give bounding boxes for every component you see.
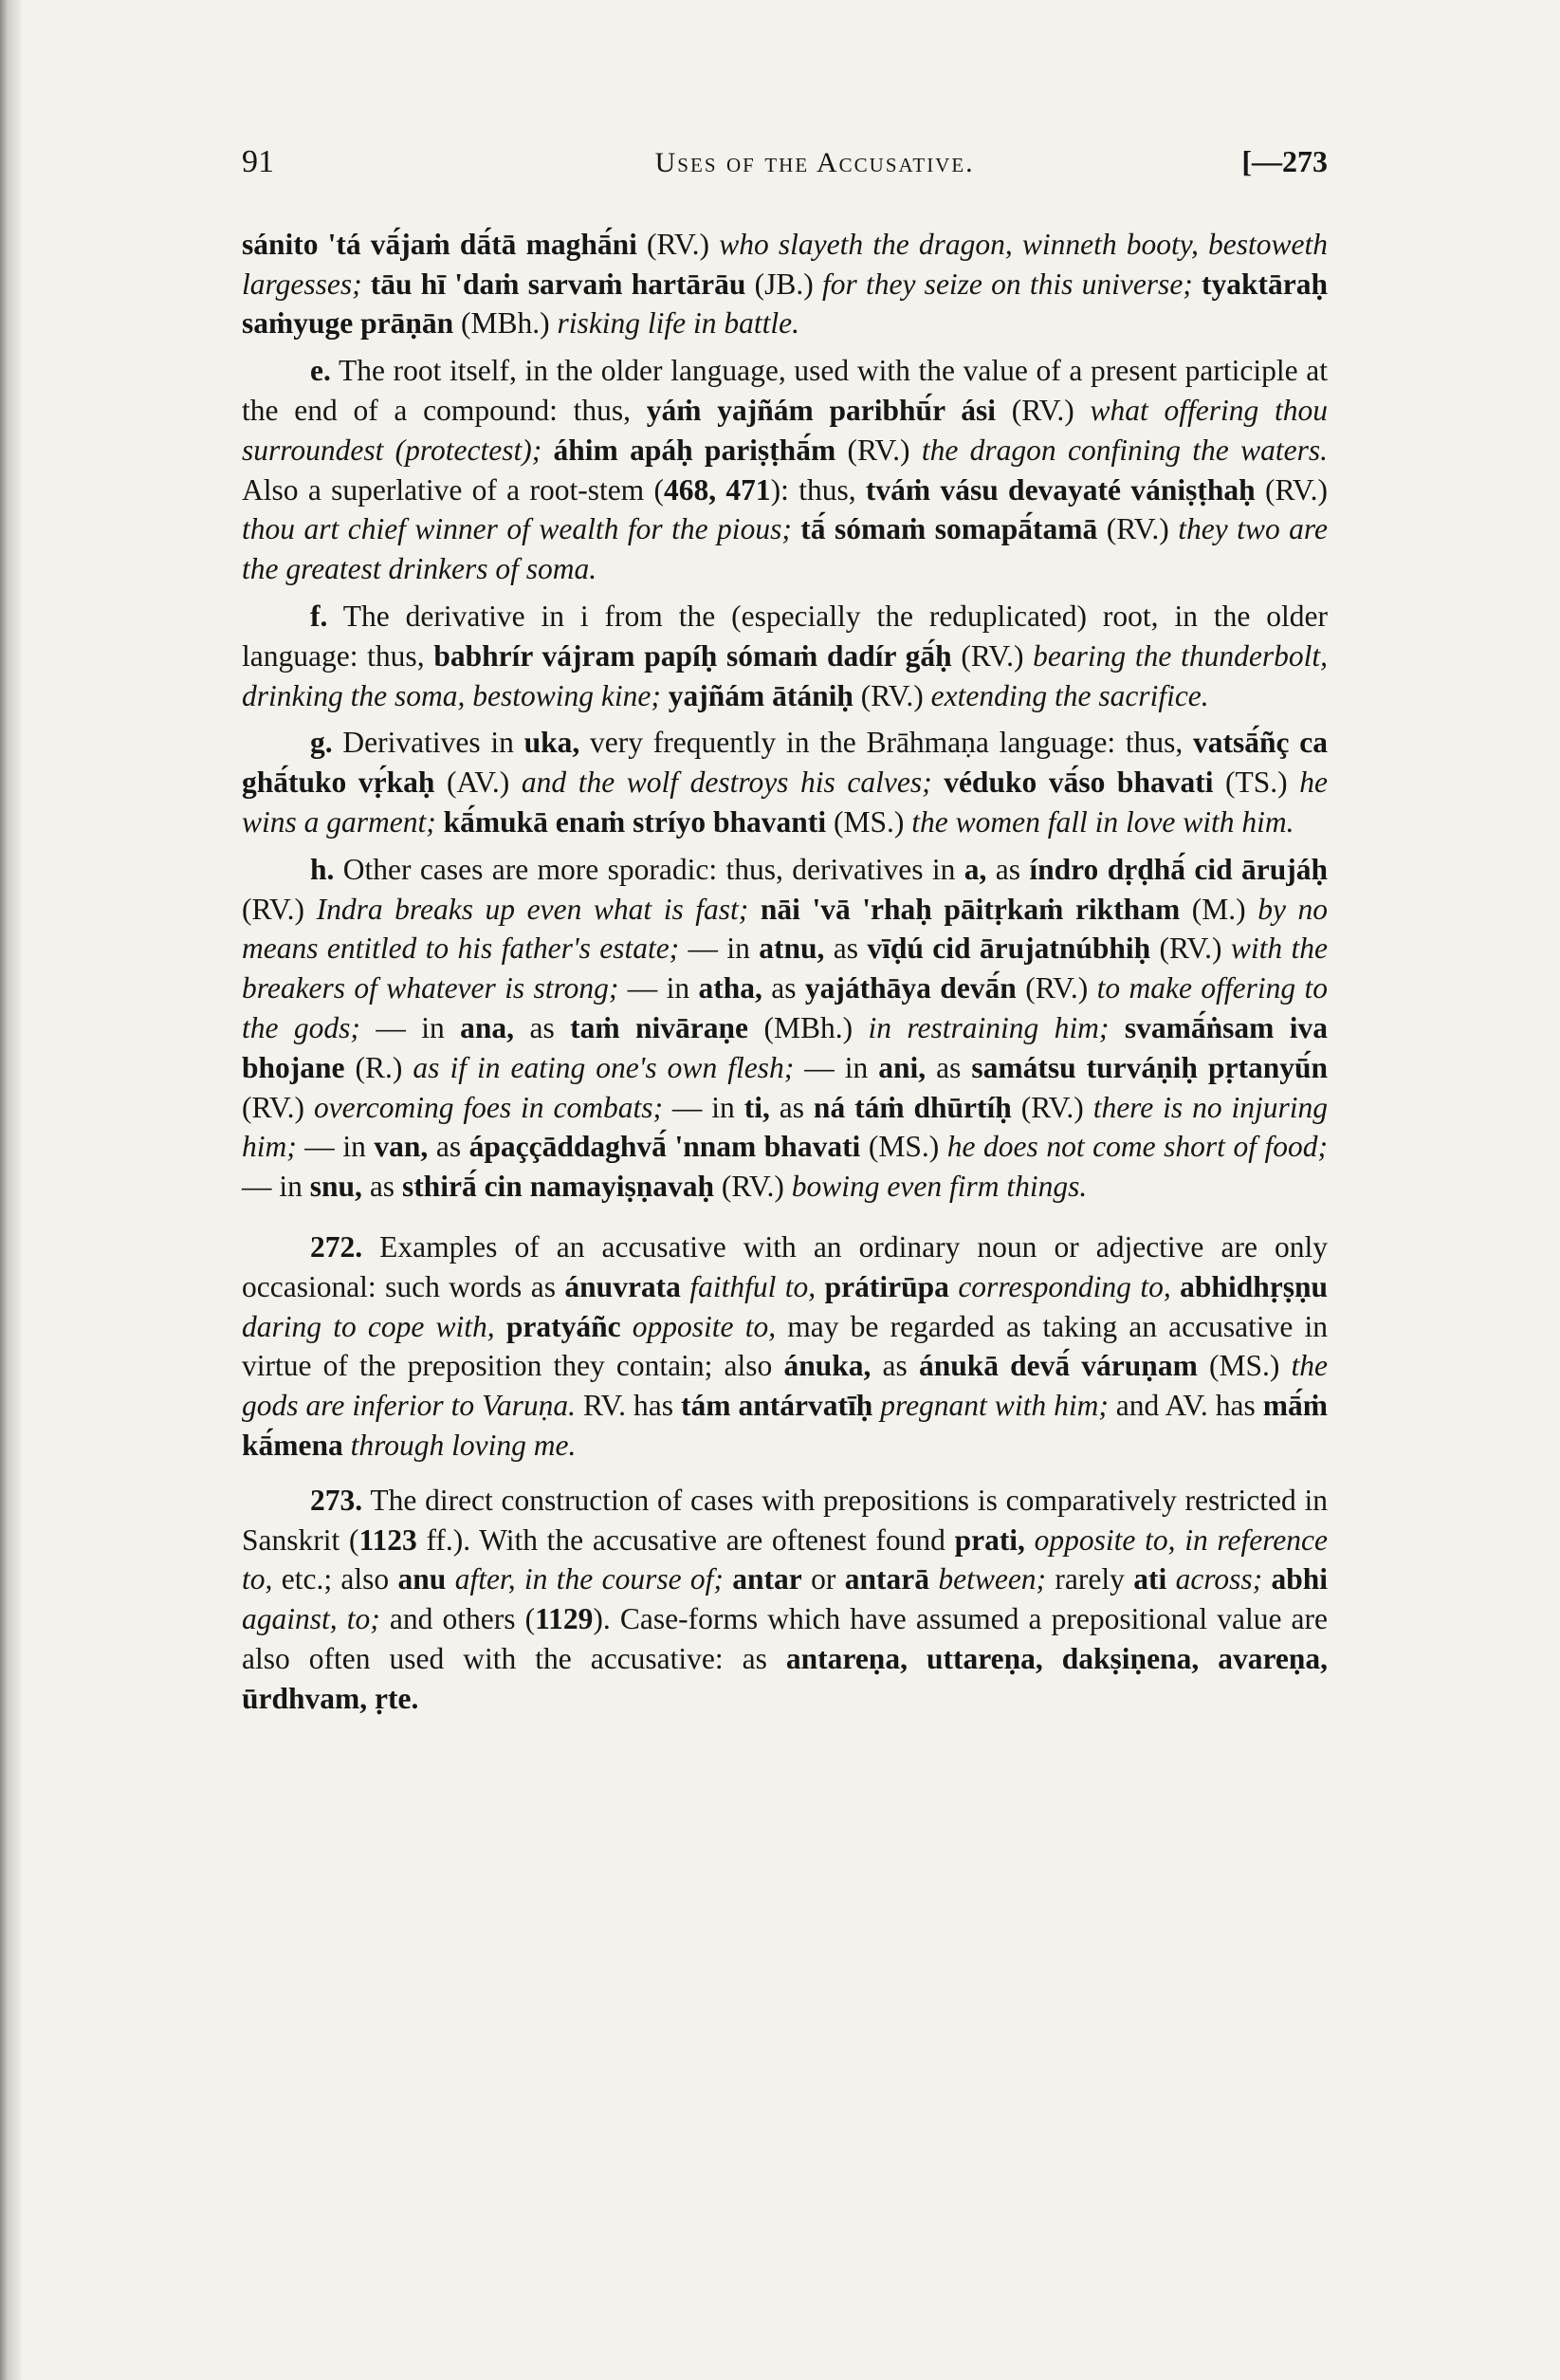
para-h-run: — in <box>618 971 699 1006</box>
para-272-run: opposite to, <box>632 1309 777 1343</box>
para-cont-run: (RV.) <box>636 227 720 261</box>
para-h-run: overcoming foes in combats; <box>313 1090 663 1124</box>
para-273-run: opposite to, in reference to, <box>242 1522 1329 1596</box>
para-273-run: The direct construction of cases with prepositions is comparatively restricted in Sanskrit ( <box>242 1483 1328 1557</box>
para-f-run: bearing the thunderbolt, drinking the soma, bestowing kine; <box>242 638 1328 712</box>
para-273-run: antareṇa, uttareṇa, dakṣiṇena, avareṇa, ūrdhvam, ṛte. <box>242 1641 1328 1715</box>
para-272-run: pratyáñc <box>505 1309 621 1343</box>
para-h-run: Other cases are more sporadic: thus, derivatives in <box>334 852 964 886</box>
paragraph-f <box>242 597 1328 715</box>
para-272-run: tám antárvatīḥ <box>681 1389 873 1423</box>
paragraph-h <box>242 850 1328 1207</box>
para-h-run: to make offering to the gods; <box>242 971 1328 1044</box>
para-h-run: as <box>986 852 1030 886</box>
para-f-run: (RV.) <box>853 678 931 712</box>
para-e-run: thou art chief winner of wealth for the pious; <box>242 512 801 546</box>
para-h-run: — in <box>679 932 760 966</box>
para-h-run: (RV.) <box>1150 932 1231 966</box>
para-g-run: kā́mukā enaṁ stríyo bhavanti <box>443 804 827 839</box>
para-272-run: (MS.) <box>1197 1349 1292 1383</box>
scan-edge-shadow <box>0 0 21 2380</box>
para-273-run: antar <box>732 1562 802 1596</box>
para-h-run: snu, <box>309 1170 362 1204</box>
para-273-run: anu <box>397 1562 447 1596</box>
para-272-run <box>816 1270 824 1303</box>
para-h-run: bowing even firm things. <box>791 1170 1088 1204</box>
para-272-run <box>343 1429 351 1462</box>
para-h-run: (R.) <box>344 1050 413 1084</box>
para-cont-run: tyaktāraḥ saṁyuge prāṇān <box>242 267 1329 341</box>
para-h-run: samátsu turváṇiḥ pṛtanyū́n <box>971 1050 1328 1084</box>
para-h-run: (RV.) <box>242 1090 314 1124</box>
para-272-run: Examples of an accusative with an ordinary noun or adjective are only occasional: such words as <box>242 1229 1328 1303</box>
para-e-run: (RV.) <box>995 393 1091 427</box>
para-cont-run: (JB.) <box>745 267 823 301</box>
para-e-run: tváṁ vásu devayaté vániṣṭhaḥ <box>865 472 1256 507</box>
para-h-run: as <box>514 1010 571 1044</box>
para-272-run: daring to cope with, <box>242 1309 495 1343</box>
para-e-run: what offering thou surroundest (protectest); <box>242 393 1329 467</box>
para-h-run: nāi 'vā 'rhaḥ pāitṛkaṁ riktham <box>760 892 1181 926</box>
paragraph-g <box>242 723 1328 841</box>
para-272-run: RV. has <box>575 1389 681 1423</box>
para-272-run: abhidhṛṣṇu <box>1180 1269 1329 1303</box>
book-page <box>242 142 1328 1718</box>
para-272-run: prátirūpa <box>824 1269 949 1303</box>
page-header <box>242 142 1328 183</box>
para-h-run: (RV.) <box>1016 971 1097 1006</box>
para-e-run: ): thus, <box>770 472 866 507</box>
section-272 <box>242 1227 1328 1466</box>
para-f-run: The derivative in i from the (especially the reduplicated) root, in the older language: thus, <box>242 599 1328 673</box>
para-g-run: he wins a garment; <box>242 766 1328 839</box>
para-h-run: atha, <box>698 971 762 1006</box>
para-e-run: they two are the greatest drinkers of soma. <box>242 512 1328 586</box>
para-e-run: (RV.) <box>835 433 922 467</box>
para-h-run: (MS.) <box>860 1130 947 1164</box>
para-e-run: e. <box>310 354 331 388</box>
para-e-run: Also a superlative of a root-stem ( <box>242 472 664 507</box>
para-f-run: babhrír vájram papíḥ sómaṁ dadír gā́ḥ <box>433 638 952 673</box>
para-h-run: as <box>926 1050 972 1084</box>
para-272-run <box>621 1310 633 1343</box>
para-273-run: abhi <box>1271 1562 1329 1596</box>
para-h-run: (RV.) <box>242 892 317 926</box>
para-273-run <box>1025 1523 1035 1557</box>
para-273-run: between; <box>938 1562 1047 1596</box>
para-h-run: ana, <box>460 1010 515 1044</box>
para-273-run <box>1262 1562 1271 1596</box>
para-272-run: ánukā devā́ váruṇam <box>918 1349 1198 1383</box>
para-272-run: pregnant with him; <box>880 1389 1109 1423</box>
para-g-run: g. <box>310 726 333 760</box>
para-g-run: and the wolf destroys his calves; <box>521 766 945 800</box>
para-e-run: The root itself, in the older language, used with the value of a present participle at the end of a compound: thus, <box>242 354 1328 427</box>
para-272-run: mā́ṁ kā́mena <box>242 1389 1329 1462</box>
para-h-run: with the breakers of whatever is strong; <box>242 932 1329 1006</box>
para-273-run: antarā <box>844 1562 929 1596</box>
para-h-run: ápaççāddaghvā́ 'nnam bhavati <box>468 1130 861 1164</box>
para-273-run: ati <box>1133 1562 1167 1596</box>
para-f-run: f. <box>310 599 328 633</box>
para-cont-run: tāu hī 'daṁ sarvaṁ hartārāu <box>370 267 746 301</box>
para-g-run: (TS.) <box>1213 766 1300 800</box>
para-272-run: and AV. has <box>1108 1389 1263 1423</box>
para-273-run: rarely <box>1046 1562 1134 1596</box>
para-h-run: Indra breaks up even what is fast; <box>316 892 761 926</box>
para-h-run: ná táṁ dhūrtíḥ <box>813 1090 1012 1124</box>
para-272-run: faithful to, <box>689 1269 817 1303</box>
para-h-run: by no means entitled to his father's estate; <box>242 892 1329 966</box>
para-h-run: svamā́ṅsam iva bhojane <box>242 1010 1329 1084</box>
para-273-run: prati, <box>954 1522 1025 1557</box>
running-title: Uses of the Accusative. <box>654 147 975 178</box>
para-273-run: or <box>801 1562 845 1596</box>
para-273-run: 273. <box>310 1483 363 1517</box>
para-g-run: vatsā́ñç ca ghā́tuko vṛ́kaḥ <box>242 726 1328 800</box>
para-272-run: 272. <box>310 1229 363 1264</box>
para-273-run <box>724 1562 732 1596</box>
para-h-run: van, <box>374 1130 429 1164</box>
para-h-run: — in <box>242 1170 310 1204</box>
para-272-run: the gods are inferior to Varuṇa. <box>242 1349 1328 1423</box>
para-f-run: (RV.) <box>951 638 1034 673</box>
para-273-run: after, in the course of; <box>454 1562 724 1596</box>
para-272-run: ánuvrata <box>564 1269 681 1303</box>
para-273-run: etc.; also <box>272 1562 398 1596</box>
para-e-run: (RV.) <box>1255 472 1328 507</box>
paragraph-continued <box>242 225 1328 343</box>
para-g-run: (AV.) <box>434 766 522 800</box>
para-h-run: yajáthāya devā́n <box>804 971 1017 1006</box>
para-h-run: (RV.) <box>714 1170 792 1204</box>
para-273-run: 1129 <box>535 1602 594 1636</box>
para-h-run: — in <box>794 1050 879 1084</box>
para-h-run: as <box>428 1130 469 1164</box>
para-h-run: ti, <box>743 1090 770 1124</box>
para-272-run: corresponding to, <box>958 1269 1171 1303</box>
para-h-run: — in <box>662 1090 744 1124</box>
para-h-run: as <box>769 1090 814 1124</box>
para-h-run: — in <box>359 1010 461 1044</box>
para-272-run <box>1171 1270 1180 1303</box>
para-272-run <box>949 1270 958 1303</box>
para-273-run <box>929 1562 938 1596</box>
para-h-run: (RV.) <box>1011 1090 1093 1124</box>
para-273-run <box>1166 1562 1175 1596</box>
page-number: 91 <box>242 144 274 179</box>
section-273 <box>242 1481 1328 1719</box>
para-h-run: as <box>361 1170 402 1204</box>
para-h-run: — in <box>296 1130 375 1164</box>
para-h-run: (MBh.) <box>748 1010 869 1044</box>
para-273-run <box>446 1562 454 1596</box>
para-273-run: ). Case-forms which have assumed a prepositional value are also often used with the accusative: as <box>242 1602 1329 1675</box>
para-f-run: extending the sacrifice. <box>930 678 1209 712</box>
para-h-run: as <box>824 932 868 966</box>
para-e-run: 468, 471 <box>663 472 771 507</box>
para-273-run: ff.). With the accusative are oftenest found <box>416 1522 955 1557</box>
para-273-run: against, to; <box>242 1602 380 1636</box>
para-273-run: and others ( <box>379 1602 536 1636</box>
para-272-run: as <box>871 1349 919 1383</box>
para-f-run: yajñám ātániḥ <box>668 678 853 712</box>
para-h-run: atnu, <box>759 932 825 966</box>
para-cont-run: (MBh.) <box>453 306 558 341</box>
para-273-run: across; <box>1175 1562 1263 1596</box>
para-h-run: vīḍú cid ārujatnúbhiḥ <box>867 932 1151 966</box>
para-g-run: Derivatives in <box>332 726 524 760</box>
para-h-run: (M.) <box>1180 892 1258 926</box>
para-h-run: índro dṛḍhā́ cid ārujáḥ <box>1029 852 1328 886</box>
para-cont-run: for they seize on this universe; <box>822 267 1202 301</box>
para-272-run <box>681 1270 689 1303</box>
para-e-run: the dragon confining the waters. <box>921 433 1328 467</box>
para-h-run: a, <box>964 852 987 886</box>
para-g-run: very frequently in the Brāhmaṇa language: thus, <box>579 726 1193 760</box>
para-273-run: 1123 <box>358 1522 417 1557</box>
para-e-run: áhim apáḥ pariṣṭhā́m <box>553 433 836 467</box>
para-h-run: taṁ nivāraṇe <box>570 1010 749 1044</box>
para-h-run: there is no injuring him; <box>242 1090 1329 1164</box>
para-h-run: he does not come short of food; <box>946 1130 1328 1164</box>
para-cont-run: sánito 'tá vā́jaṁ dā́tā maghā́ni <box>242 227 637 261</box>
para-g-run: uka, <box>523 726 580 760</box>
section-reference: [—273 <box>1241 144 1328 178</box>
para-cont-run: risking life in battle. <box>557 306 800 341</box>
para-h-run: in restraining him; <box>868 1010 1125 1044</box>
paragraph-e <box>242 351 1328 589</box>
para-e-run: tā́ sómaṁ somapā́tamā <box>800 512 1098 546</box>
para-272-run <box>495 1310 506 1343</box>
para-h-run: h. <box>310 852 335 886</box>
para-g-run: véduko vā́so bhavati <box>944 766 1214 800</box>
para-e-run: yáṁ yajñám paribhū́r ási <box>646 393 996 427</box>
para-272-run: ánuka, <box>783 1349 872 1383</box>
para-h-run: sthirā́ cin namayiṣṇavaḥ <box>401 1170 714 1204</box>
para-e-run: (RV.) <box>1097 512 1179 546</box>
para-272-run: may be regarded as taking an accusative in virtue of the preposition they contain; also <box>242 1309 1329 1383</box>
para-g-run: the women fall in love with him. <box>911 804 1294 839</box>
para-g-run: (MS.) <box>826 804 912 839</box>
para-h-run: as <box>762 971 805 1006</box>
para-h-run: ani, <box>878 1050 927 1084</box>
para-h-run: as if in eating one's own flesh; <box>413 1050 795 1084</box>
para-cont-run: who slayeth the dragon, winneth booty, bestoweth largesses; <box>242 227 1329 301</box>
para-272-run: through loving me. <box>350 1428 577 1462</box>
